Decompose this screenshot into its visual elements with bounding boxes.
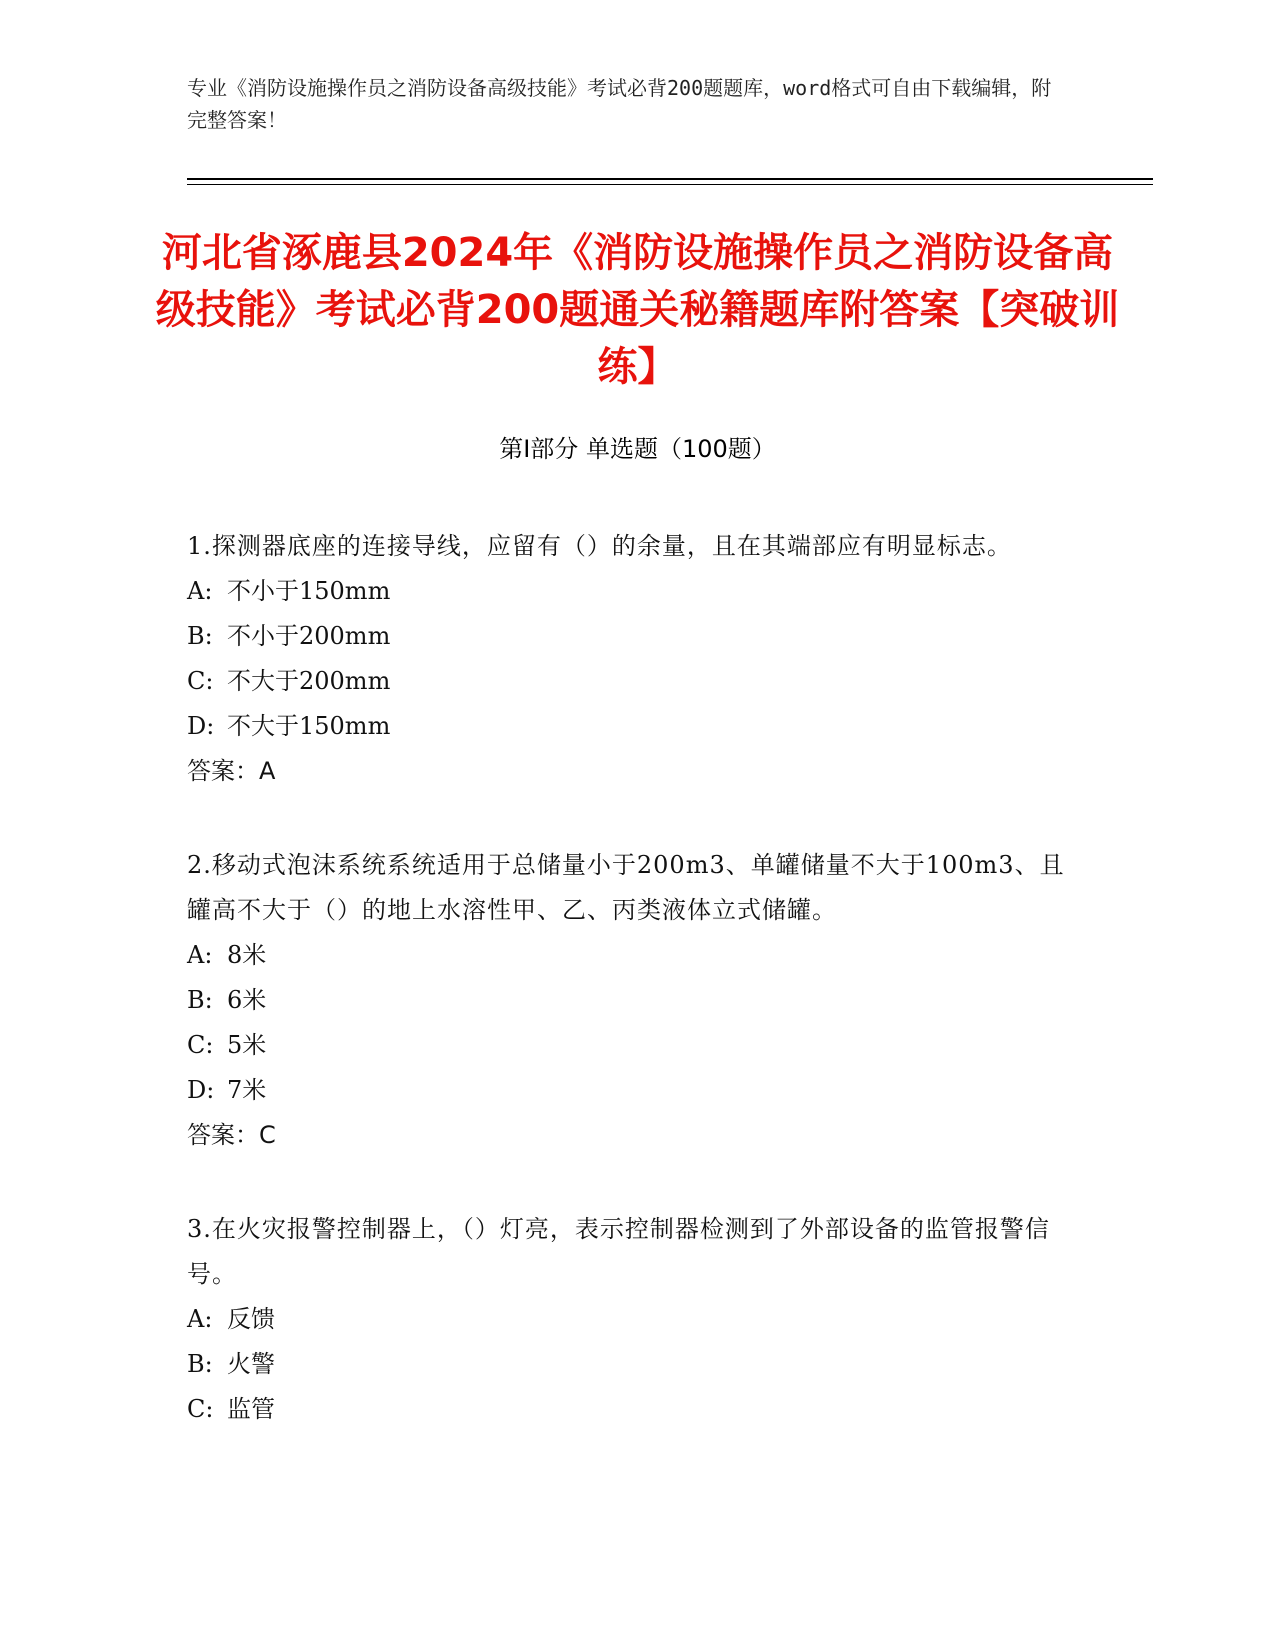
option-letter: C: [187,1031,214,1059]
question-2 [187,843,1067,1158]
option-a [187,933,1067,978]
option-c [187,659,1067,704]
option-letter: A: [187,577,213,605]
option-letter: A: [187,1305,213,1333]
option-c [187,1023,1067,1068]
option-letter: B: [187,1350,213,1378]
option-b [187,614,1067,659]
option-a [187,569,1067,614]
option-letter: D: [187,712,215,740]
option-text: 不大于200mm [227,667,391,695]
answer-label: 答案： [187,757,259,785]
option-text: 8米 [227,941,267,969]
option-letter: C: [187,667,214,695]
option-letter: B: [187,986,213,1014]
option-letter: D: [187,1076,215,1104]
option-text: 不小于150mm [227,577,391,605]
answer-label: 答案： [187,1121,259,1149]
question-stem: 1.探测器底座的连接导线，应留有（）的余量，且在其端部应有明显标志。 [187,532,1012,560]
option-letter: C: [187,1395,214,1423]
question-list [187,524,1067,1481]
option-c [187,1387,1067,1432]
header-rule-thin [187,184,1153,185]
option-text: 监管 [227,1395,275,1423]
header-rule-thick [187,178,1153,180]
option-letter: B: [187,622,213,650]
answer-value: A [259,757,276,785]
option-text: 不小于200mm [227,622,391,650]
option-text: 7米 [227,1076,267,1104]
option-d [187,1068,1067,1113]
question-stem: 3.在火灾报警控制器上，（）灯亮，表示控制器检测到了外部设备的监管报警信号。 [187,1215,1050,1288]
question-1 [187,524,1067,794]
option-text: 5米 [227,1031,267,1059]
option-letter: A: [187,941,213,969]
option-text: 反馈 [227,1305,275,1333]
header-note: 专业《消防设施操作员之消防设备高级技能》考试必背200题题库，word格式可自由下载编辑，附完整答案！ [187,76,1052,132]
answer-line [187,1113,1067,1158]
question-stem: 2.移动式泡沫系统系统适用于总储量小于200m3、单罐储量不大于100m3、且罐高不大于（）的地上水溶性甲、乙、丙类液体立式储罐。 [187,851,1065,924]
answer-line [187,749,1067,794]
question-3 [187,1207,1067,1432]
option-text: 不大于150mm [227,712,391,740]
option-d [187,704,1067,749]
option-b [187,978,1067,1023]
section-heading: 第Ⅰ部分 单选题（100题） [499,435,776,463]
document-title: 河北省涿鹿县2024年《消防设施操作员之消防设备高级技能》考试必背200题通关秘籍题库附答案【突破训练】 [155,230,1120,390]
option-text: 6米 [227,986,267,1014]
answer-value: C [259,1121,276,1149]
option-text: 火警 [227,1350,275,1378]
option-b [187,1342,1067,1387]
option-a [187,1297,1067,1342]
